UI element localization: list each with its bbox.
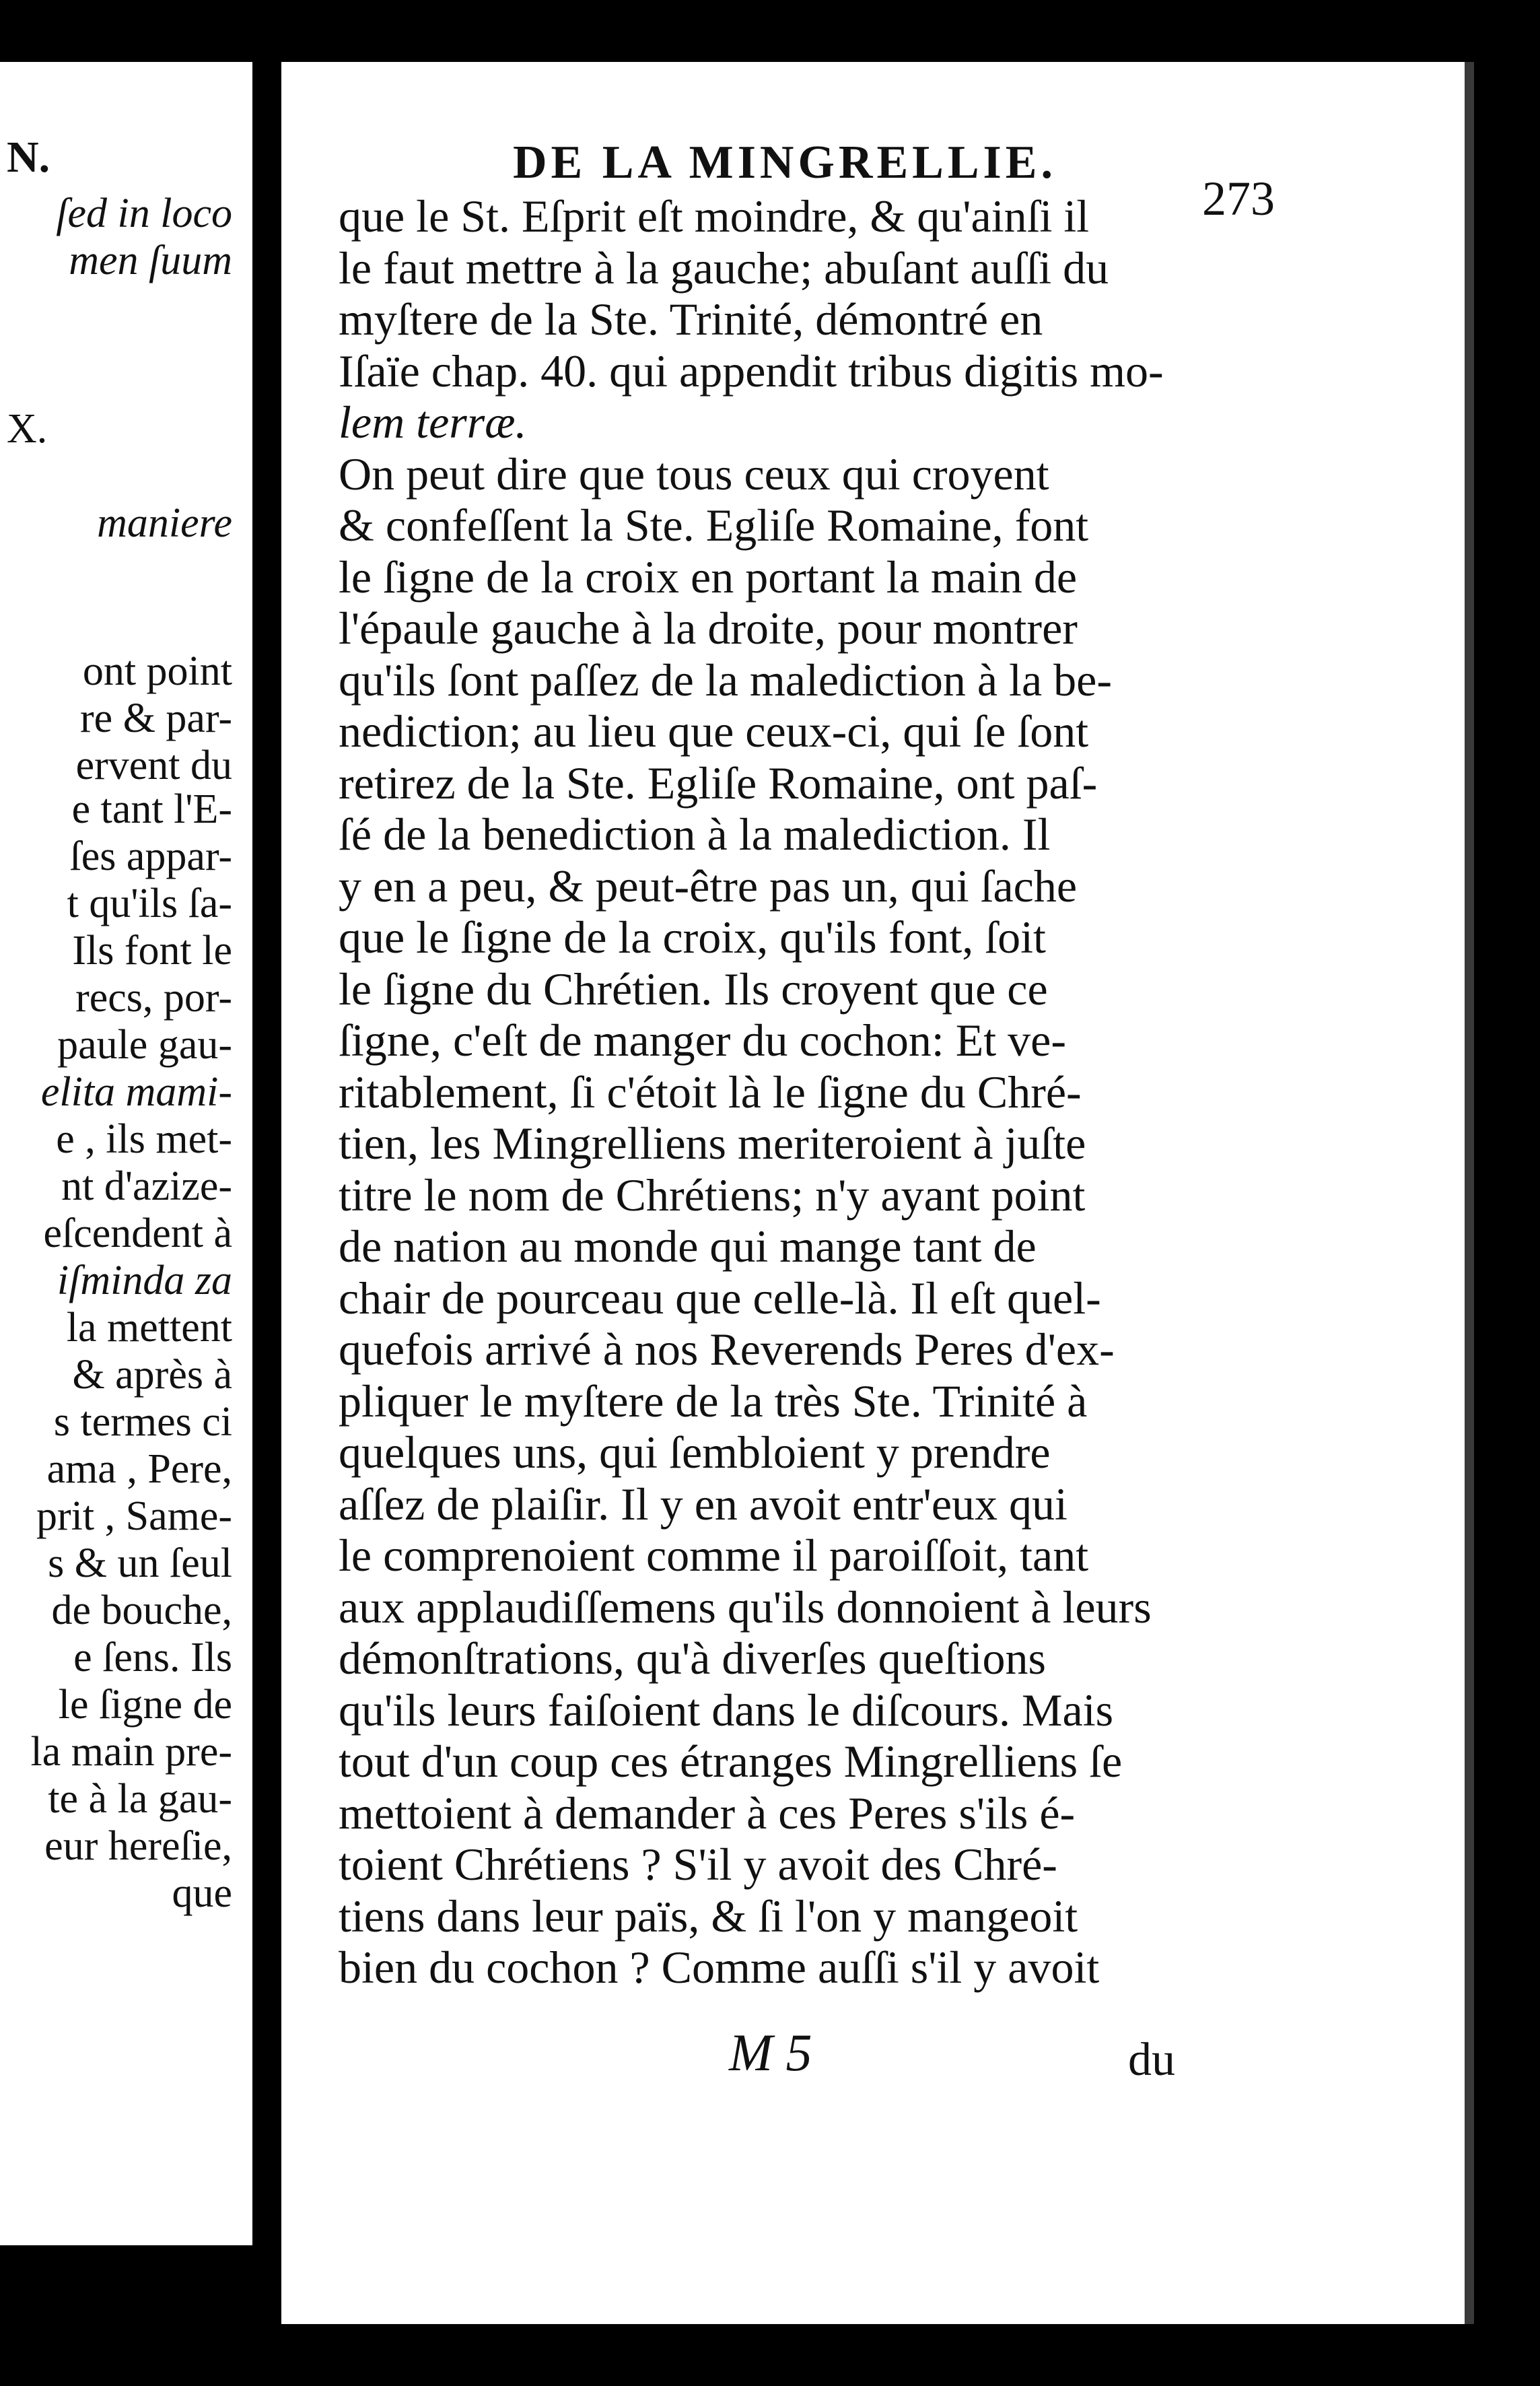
text-line: ont point [82,648,232,694]
text-line: le ſigne de [58,1682,232,1728]
text-line: ſes appar- [69,833,232,879]
text-line: s & un ſeul [48,1540,232,1586]
text-line: Iſaïe chap. 40. qui appendit tribus digitis mo- [339,345,1164,397]
text-line: qu'ils leurs faiſoient dans le diſcours. Mais [339,1684,1114,1736]
text-line: men ſuum [69,238,232,283]
text-line: ervent du [75,743,232,788]
text-line: nt d'azize- [61,1163,232,1209]
left-page [0,62,252,2245]
catchword: du [1128,2034,1175,2086]
running-head: DE LA MINGRELLIE. [513,137,1057,189]
text-line: & après à [72,1352,232,1398]
text-line: le comprenoient comme il paroiſſoit, tant [339,1530,1089,1581]
text-line: ſé de la benediction à la malediction. Il [339,809,1051,860]
text-line: myſtere de la Ste. Trinité, démontré en [339,294,1043,345]
text-line: l'épaule gauche à la droite, pour montrer [339,603,1078,654]
text-line: la main pre- [30,1729,232,1775]
text-line: elita mami- [40,1069,232,1115]
text-line: qu'ils ſont paſſez de la malediction à la be- [339,654,1112,706]
text-line: pliquer le myſtere de la très Ste. Trinité à [339,1375,1088,1427]
text-line: eur hereſie, [44,1823,232,1869]
text-line: prit , Same- [36,1493,232,1539]
text-line: retirez de la Ste. Egliſe Romaine, ont paſ- [339,757,1098,809]
text-line: que [172,1870,232,1916]
text-line: ama , Pere, [46,1446,232,1492]
text-line: que le St. Eſprit eſt moindre, & qu'ainſi il [339,191,1090,242]
text-line: quelques uns, qui ſembloient y prendre [339,1427,1051,1478]
text-line: quefois arrivé à nos Reverends Peres d'ex- [339,1324,1115,1375]
text-line: e , ils met- [56,1116,232,1162]
text-line: chair de pourceau que celle-là. Il eſt quel- [339,1272,1101,1324]
text-line: y en a peu, & peut-être pas un, qui ſache [339,860,1078,912]
text-line: e ſens. Ils [73,1635,232,1680]
text-line: le ſigne de la croix en portant la main de [339,551,1078,603]
text-line: lem terræ. [339,397,527,448]
text-line: iſminda za [57,1258,232,1303]
text-line: de bouche, [51,1588,232,1633]
text-line: ſed in loco [56,191,232,236]
text-line: titre le nom de Chrétiens; n'y ayant point [339,1169,1086,1221]
text-line: maniere [97,500,232,546]
text-line: t qu'ils ſa- [67,881,232,926]
text-line: le faut mettre à la gauche; abuſant auſſi du [339,242,1109,294]
text-line: aſſez de plaiſir. Il y en avoit entr'eux qui [339,1478,1068,1530]
text-line: aux applaudiſſemens qu'ils donnoient à leurs [339,1581,1152,1633]
text-line: que le ſigne de la croix, qu'ils font, ſoit [339,912,1046,963]
text-line: mettoient à demander à ces Peres s'ils é- [339,1787,1076,1839]
text-line: te à la gau- [48,1776,232,1822]
text-line: e tant l'E- [71,786,232,832]
text-line: X. [7,406,48,452]
text-line: nediction; au lieu que ceux-ci, qui ſe ſont [339,706,1089,757]
text-line: ritablement, ſi c'étoit là le ſigne du Chré- [339,1066,1082,1118]
text-line: On peut dire que tous ceux qui croyent [339,448,1049,500]
text-line: toient Chrétiens ? S'il y avoit des Chré- [339,1839,1057,1890]
text-line: tiens dans leur païs, & ſi l'on y mangeoit [339,1890,1078,1942]
text-line: recs, por- [75,975,232,1021]
left-running-head: N. [7,133,50,182]
text-line: démonſtrations, qu'à diverſes queſtions [339,1633,1046,1684]
text-line: de nation au monde qui mange tant de [339,1221,1037,1272]
text-line: re & par- [80,695,232,741]
text-line: ſigne, c'eſt de manger du cochon: Et ve- [339,1015,1066,1066]
text-line: paule gau- [57,1022,232,1068]
text-line: tout d'un coup ces étranges Mingrelliens ſe [339,1736,1123,1787]
right-page [281,62,1474,2324]
text-line: s termes ci [53,1399,232,1445]
text-line: tien, les Mingrelliens meriteroient à juſte [339,1118,1086,1169]
text-line: la mettent [66,1305,232,1351]
text-line: & confeſſent la Ste. Egliſe Romaine, font [339,500,1089,551]
signature-mark: M 5 [729,2023,812,2082]
text-line: bien du cochon ? Comme auſſi s'il y avoit [339,1942,1100,1993]
text-line: le ſigne du Chrétien. Ils croyent que ce [339,963,1048,1015]
text-line: eſcendent à [43,1211,232,1256]
page-number: 273 [1202,172,1275,226]
text-line: Ils font le [72,928,232,974]
